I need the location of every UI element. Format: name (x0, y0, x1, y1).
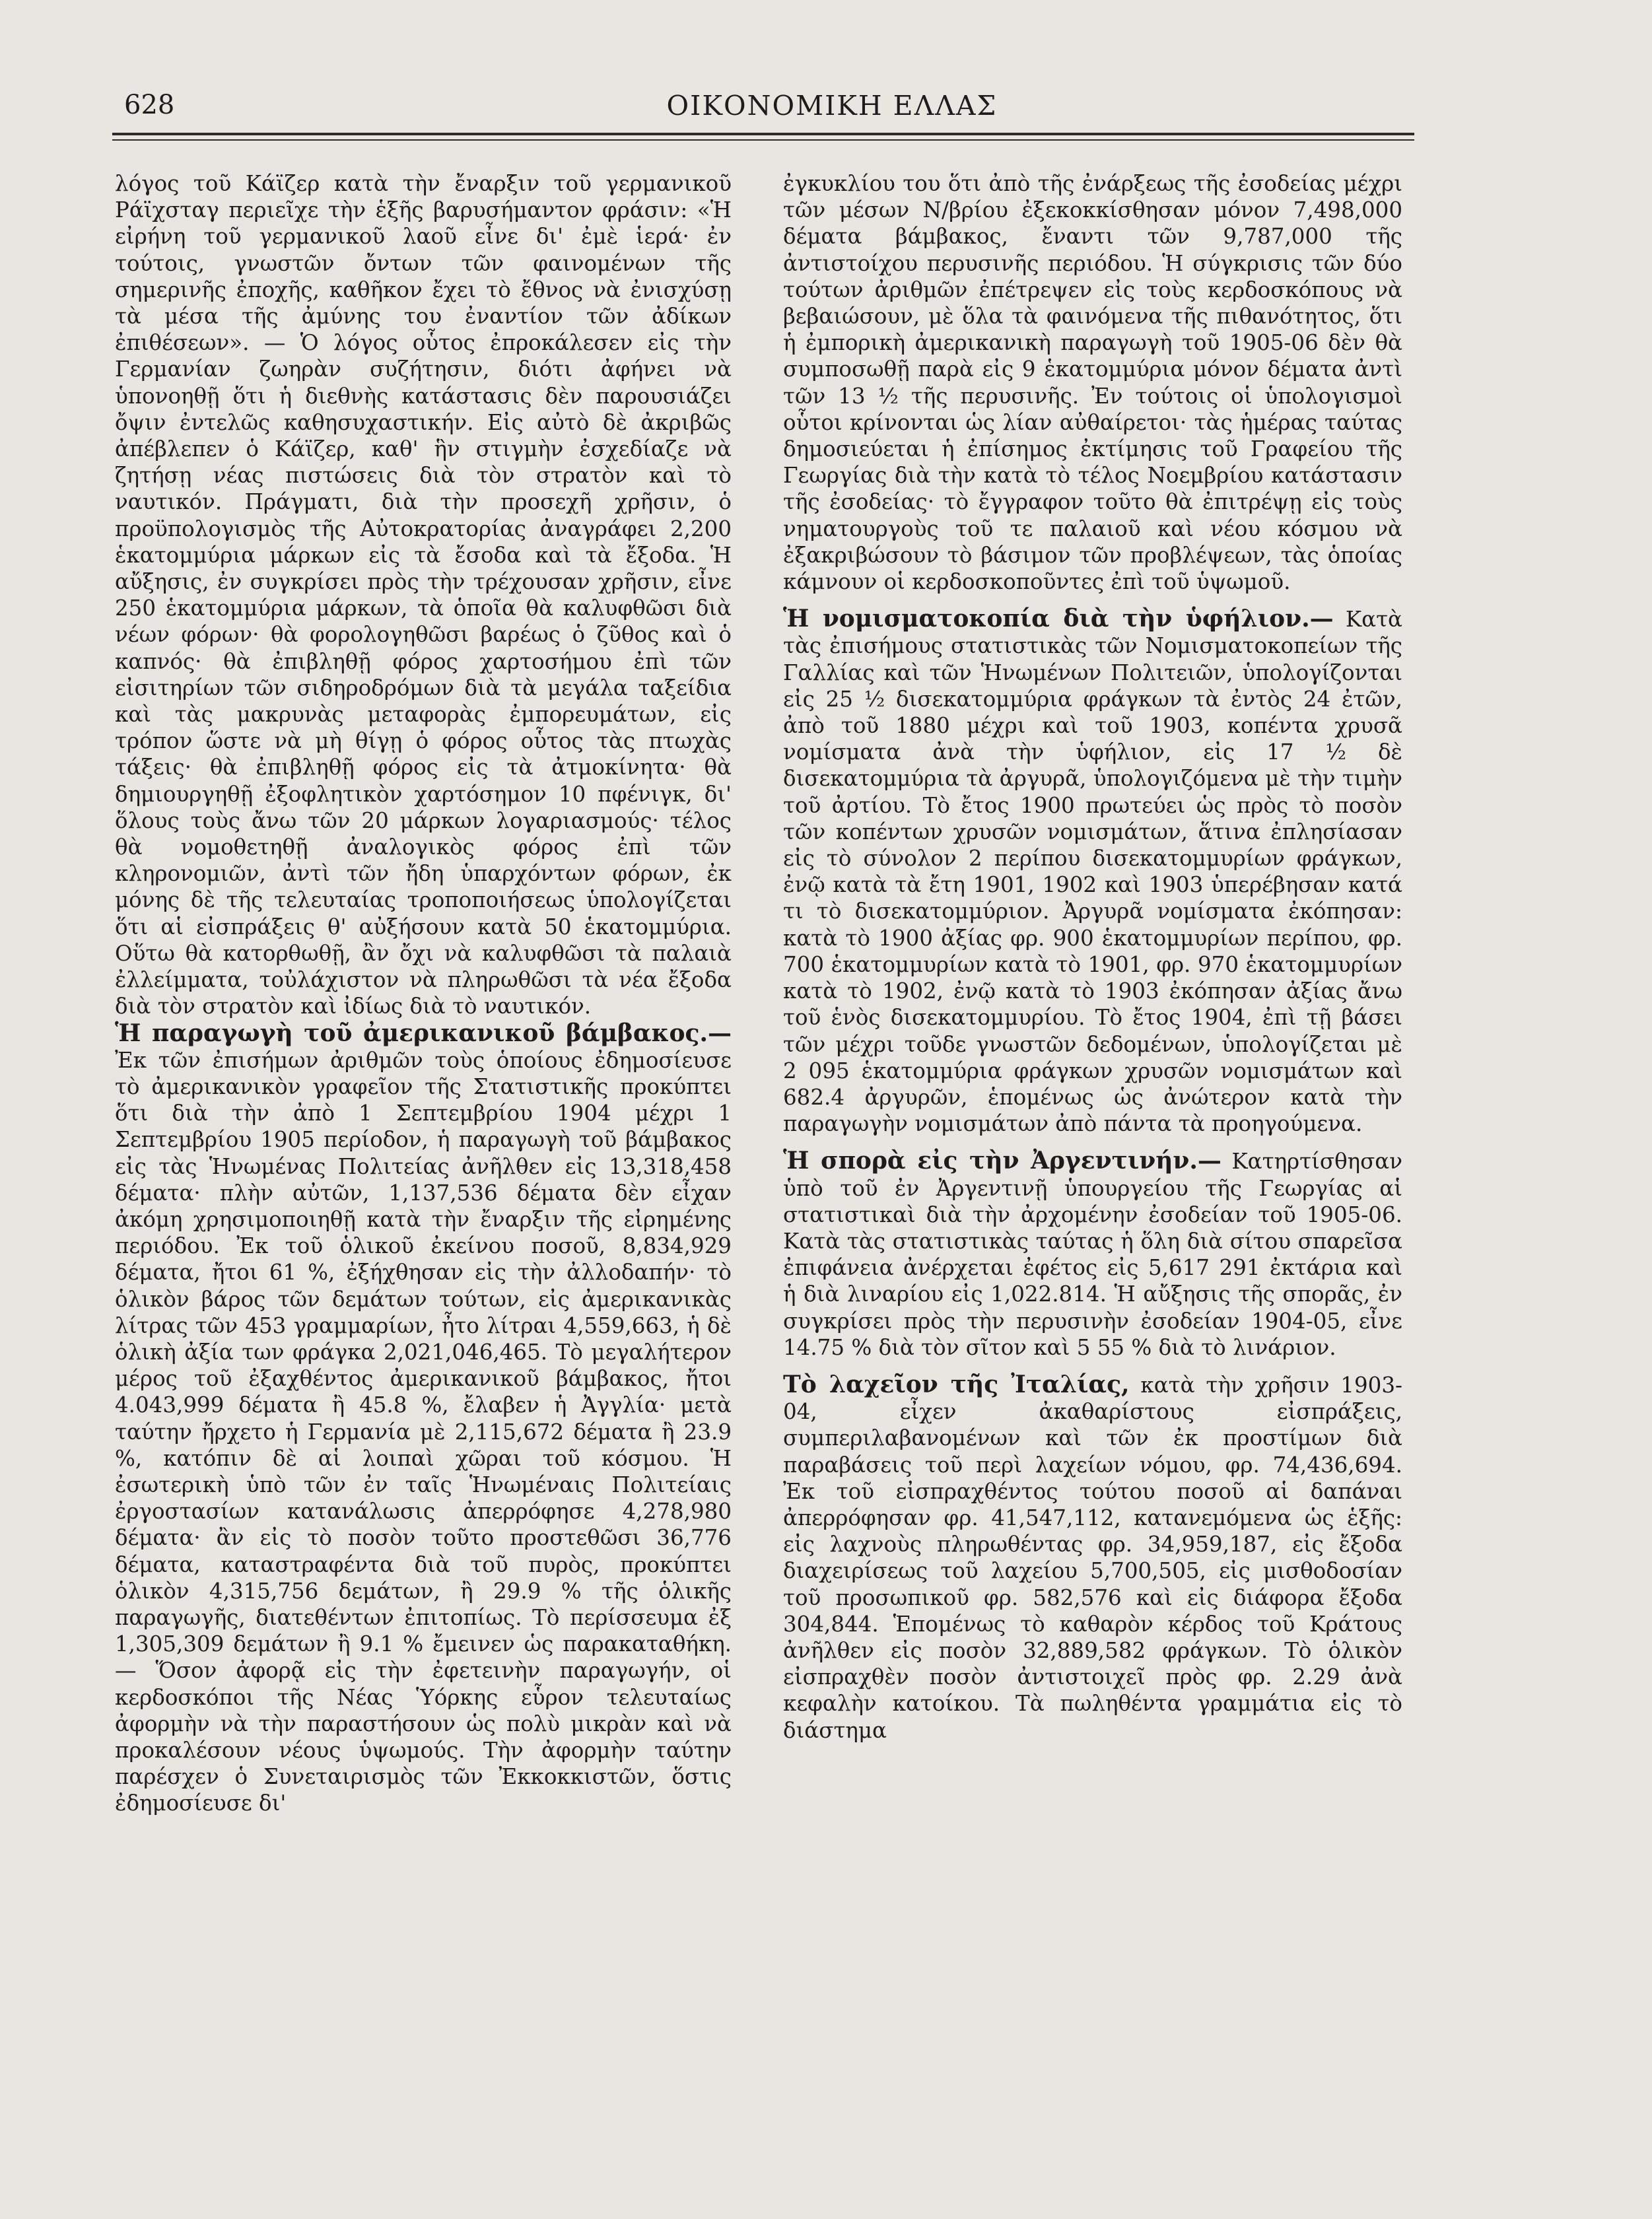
header-rule-thick (112, 133, 1414, 135)
header-rule-thin (112, 139, 1414, 141)
coinage-article (783, 605, 1402, 1137)
argentina-text: Κατηρτίσθησαν ὑπὸ τοῦ ἐν Ἀργεντινῇ ὑπουργείου τῆς Γεωργίας αἱ στατιστικαὶ διὰ τὴν ἀρχομένην ἐσοδείαν τοῦ 1905-06. Κατὰ τὰς στατιστικὰς ταύτας ἡ ὅλη διὰ σίτου σπαρεῖσα ἐπιφάνεια ἀνέρχεται ἐφέτος εἰς 5,617 291 ἐκτάρια καὶ ἡ διὰ λιναρίου εἰς 1,022.814. Ἡ αὔξησις τῆς σπορᾶς, ἐν συγκρίσει πρὸς τὴν περυσινὴν ἐσοδείαν 1904-05, εἶνε 14.75 % διὰ τὸν σῖτον καὶ 5 55 % διὰ τὸ λινάριον. (783, 1149, 1403, 1360)
coinage-text: Κατὰ τὰς ἐπισήμους στατιστικὰς τῶν Νομισματοκοπείων τῆς Γαλλίας καὶ τῶν Ἡνωμένων Πολιτειῶν, ὑπολογίζονται εἰς 25 ½ δισεκατομμύρια φράγκων τὰ ἐντὸς 24 ἐτῶν, ἀπὸ τοῦ 1880 μέχρι καὶ τοῦ 1903, κοπέντα χρυσᾶ νομίσματα ἀνὰ τὴν ὑφήλιον, εἰς 17 ½ δὲ δισεκατομμύρια τὰ ἀργυρᾶ, ὑπολογιζόμενα μὲ τὴν τιμὴν τοῦ ἀρτίου. Τὸ ἔτος 1900 πρωτεύει ὡς πρὸς τὸ ποσὸν τῶν κοπέντων χρυσῶν νομισμάτων, ἅτινα ἐπλησίασαν εἰς τὸ σύνολον 2 περίπου δισεκατομμυρίων φράγκων, ἐνῷ κατὰ τὰ ἔτη 1901, 1902 καὶ 1903 ὑπερέβησαν κατά τι τὸ δισεκατομμύριον. Ἀργυρᾶ νομίσματα ἐκόπησαν: κατὰ τὸ 1900 ἀξίας φρ. 900 ἑκατομμυρίων περίπου, φρ. 700 ἑκατομμυρίων κατὰ τὸ 1901, φρ. 970 ἑκατομμυρίων κατὰ τὸ 1902, ἐνῷ κατὰ τὸ 1903 ἐκόπησαν ἀξίας ἄνω τοῦ ἑνὸς δισεκατομμυρίου. Τὸ ἔτος 1904, ἐπὶ τῇ βάσει τῶν μέχρι τοῦδε γνωστῶν δεδομένων, ὑπολογίζεται μὲ 2 095 ἑκατομμύρια φράγκων χρυσῶν νομισμάτων καὶ 682.4 ἀργυρῶν, ἑπομένως ὡς ἀνώτερον κατὰ τὴν παραγωγὴν νομισμάτων ἀπὸ πάντα τὰ προηγούμενα. (783, 607, 1402, 1137)
right-column (783, 170, 1402, 1744)
cotton-heading: Ἡ παραγωγὴ τοῦ ἀμερικανικοῦ βάμβακος.— (115, 1019, 732, 1047)
cotton-text: Ἐκ τῶν ἐπισήμων ἀριθμῶν τοὺς ὁποίους ἐδημοσίευσε τὸ ἀμερικανικὸν γραφεῖον τῆς Στατιστικῆς προκύπτει ὅτι διὰ τὴν ἀπὸ 1 Σεπτεμβρίου 1904 μέχρι 1 Σεπτεμβρίου 1905 περίοδον, ἡ παραγωγὴ τοῦ βάμβακος εἰς τὰς Ἡνωμένας Πολιτείας ἀνῆλθεν εἰς 13,318,458 δέματα· πλὴν αὐτῶν, 1,137,536 δέματα δὲν εἶχαν ἀκόμη χρησιμοποιηθῇ κατὰ τὴν ἔναρξιν τῆς εἰρημένης περιόδου. Ἐκ τοῦ ὁλικοῦ ἐκείνου ποσοῦ, 8,834,929 δέματα, ἤτοι 61 %, ἐξήχθησαν εἰς τὴν ἀλλοδαπήν· τὸ ὁλικὸν βάρος τῶν δεμάτων τούτων, εἰς ἀμερικανικὰς λίτρας τῶν 453 γραμμαρίων, ἦτο λίτραι 4,559,663, ἡ δὲ ὁλικὴ ἀξία των φράγκα 2,021,046,465. Τὸ μεγαλήτερον μέρος τοῦ ἐξαχθέντος ἀμερικανικοῦ βάμβακος, ἤτοι 4.043,999 δέματα ἢ 45.8 %, ἔλαβεν ἡ Ἀγγλία· μετὰ ταύτην ἤρχετο ἡ Γερμανία μὲ 2,115,672 δέματα ἢ 23.9 %, κατόπιν δὲ αἱ λοιπαὶ χῶραι τοῦ κόσμου. Ἡ ἐσωτερικὴ ὑπὸ τῶν ἐν ταῖς Ἡνωμέναις Πολιτείαις ἐργοστασίων κατανάλωσις ἀπερρόφησε 4,278,980 δέματα· ἂν εἰς τὸ ποσὸν τοῦτο προστεθῶσι 36,776 δέματα, καταστραφέντα διὰ τοῦ πυρὸς, προκύπτει ὁλικὸν 4,315,756 δεμάτων, ἢ 29.9 % τῆς ὁλικῆς παραγωγῆς, διατεθέντων ἐπιτοπίως. Τὸ περίσσευμα ἐξ 1,305,309 δεμάτων ἢ 9.1 % ἔμεινεν ὡς παρακαταθήκη.— Ὅσον ἀφορᾷ εἰς τὴν ἐφετεινὴν παραγωγήν, οἱ κερδοσκόποι τῆς Νέας Ὑόρκης εὗρον τελευταίως ἀφορμὴν νὰ τὴν παραστήσουν ὡς πολὺ μικρὰν καὶ νὰ προκαλέσουν νέους ὑψωμούς. Τὴν ἀφορμὴν ταύτην παρέσχεν ὁ Συνεταιρισμὸς τῶν Ἐκκοκκιστῶν, ὅστις ἐδημοσίευσε δι' (115, 1047, 732, 1816)
lottery-text: κατὰ τὴν χρῆσιν 1903-04, εἶχεν ἀκαθαρίστους εἰσπράξεις, συμπεριλαβανομένων καὶ τῶν ἐκ προστίμων διὰ παραβάσεις τοῦ περὶ λαχείων νόμου, φρ. 74,436,694. Ἐκ τοῦ εἰσπραχθέντος τούτου ποσοῦ αἱ δαπάναι ἀπερρόφησαν φρ. 41,547,112, κατανεμόμενα ὡς ἑξῆς: εἰς λαχνοὺς πληρωθέντας φρ. 34,959,187, εἰς ἔξοδα διαχειρίσεως τοῦ λαχείου 5,700,505, εἰς μισθοδοσίαν τοῦ προσωπικοῦ φρ. 582,576 καὶ εἰς διάφορα ἔξοδα 304,844. Ἑπομένως τὸ καθαρὸν κέρδος τοῦ Κράτους ἀνῆλθεν εἰς ποσὸν 32,889,582 φράγκων. Τὸ ὁλικὸν εἰσπραχθὲν ποσὸν ἀντιστοιχεῖ πρὸς φρ. 2.29 ἀνὰ κεφαλὴν κατοίκου. Τὰ πωληθέντα γραμμάτια εἰς τὸ διάστημα (783, 1372, 1402, 1743)
argentina-heading: Ἡ σπορὰ εἰς τὴν Ἀργεντινήν.— (783, 1147, 1222, 1175)
lottery-article (783, 1371, 1402, 1744)
kaiser-budget-paragraph: λόγος τοῦ Κάϊζερ κατὰ τὴν ἔναρξιν τοῦ γερμανικοῦ Ράϊχσταγ περιεῖχε τὴν ἑξῆς βαρυσήμαντον φράσιν: «Ἡ εἰρήνη τοῦ γερμανικοῦ λαοῦ εἶνε δι' ἐμὲ ἱερά· ἐν τούτοις, γνωστῶν ὄντων τῶν φαινομένων τῆς σημερινῆς ἐποχῆς, καθῆκον ἔχει τὸ ἔθνος νὰ ἐνισχύσῃ τὰ μέσα τῆς ἀμύνης του ἐναντίον τῶν ἀδίκων ἐπιθέσεων». — Ὁ λόγος οὗτος ἐπροκάλεσεν εἰς τὴν Γερμανίαν ζωηρὰν συζήτησιν, διότι ἀφήνει νὰ ὑπονοηθῇ ὅτι ἡ διεθνὴς κατάστασις δὲν παρουσιάζει ὄψιν ἐντελῶς καθησυχαστικήν. Εἰς αὐτὸ δὲ ἀκριβῶς ἀπέβλεπεν ὁ Κάϊζερ, καθ' ἣν στιγμὴν ἐσχεδίαζε νὰ ζητήσῃ νέας πιστώσεις διὰ τὸν στρατὸν καὶ τὸ ναυτικόν. Πράγματι, διὰ τὴν προσεχῆ χρῆσιν, ὁ προϋπολογισμὸς τῆς Αὐτοκρατορίας ἀναγράφει 2,200 ἑκατομμύρια μάρκων εἰς τὰ ἔσοδα καὶ τὰ ἔξοδα. Ἡ αὔξησις, ἐν συγκρίσει πρὸς τὴν τρέχουσαν χρῆσιν, εἶνε 250 ἑκατομμύρια μάρκων, τὰ ὁποῖα θὰ καλυφθῶσι διὰ νέων φόρων· θὰ φορολογηθῶσι βαρέως ὁ ζῦθος καὶ ὁ καπνός· θὰ ἐπιβληθῇ φόρος χαρτοσήμου ἐπὶ τῶν εἰσιτηρίων τῶν σιδηροδρόμων διὰ τὰ μεγάλα ταξείδια καὶ τὰς μακρυνὰς μεταφορὰς ἐμπορευμάτων, εἰς τρόπον ὥστε νὰ μὴ θίγῃ ὁ φόρος οὗτος τὰς πτωχὰς τάξεις· θὰ ἐπιβληθῇ φόρος εἰς τὰ ἀτμοκίνητα· θὰ δημιουργηθῇ ἐξοφλητικὸν χαρτόσημον 10 πφένιγκ, δι' ὅλους τοὺς ἄνω τῶν 20 μάρκων λογαριασμούς· τέλος θὰ νομοθετηθῇ ἀναλογικὸς φόρος ἐπὶ τῶν κληρονομιῶν, ἀντὶ τῶν ἤδη ὑπαρχόντων φόρων, ἐκ μόνης δὲ τῆς τελευταίας τροποποιήσεως ὑπολογίζεται ὅτι αἱ εἰσπράξεις θ' αὐξήσουν κατὰ 50 ἑκατομμύρια. Οὕτω θὰ κατορθωθῇ, ἂν ὄχι νὰ καλυφθῶσι τὰ παλαιὰ ἐλλείμματα, τοὐλάχιστον νὰ πληρωθῶσι τὰ νέα ἔξοδα διὰ τὸν στρατὸν καὶ ἰδίως διὰ τὸ ναυτικόν. (115, 171, 732, 1019)
argentina-article (783, 1147, 1402, 1361)
cotton-continued-paragraph: ἐγκυκλίου του ὅτι ἀπὸ τῆς ἐνάρξεως τῆς ἐσοδείας μέχρι τῶν μέσων Ν/βρίου ἐξεκοκκίσθησαν μόνον 7,498,000 δέματα βάμβακος, ἔναντι τῶν 9,787,000 τῆς ἀντιστοίχου περυσινῆς περιόδου. Ἡ σύγκρισις τῶν δύο τούτων ἀριθμῶν ἐπέτρεψεν εἰς τοὺς κερδοσκόπους νὰ βεβαιώσουν, μὲ ὅλα τὰ φαινόμενα τῆς πιθανότητος, ὅτι ἡ ἐμπορικὴ ἀμερικανικὴ παραγωγὴ τοῦ 1905-06 δὲν θὰ συμποσωθῇ παρὰ εἰς 9 ἑκατομμύρια μόνον δέματα ἀντὶ τῶν 13 ½ τῆς περυσινῆς. Ἐν τούτοις οἱ ὑπολογισμοὶ οὗτοι κρίνονται ὡς λίαν αὐθαίρετοι· τὰς ἡμέρας ταύτας δημοσιεύεται ἡ ἐπίσημος ἐκτίμησις τοῦ Γραφείου τῆς Γεωργίας διὰ τὴν κατὰ τὸ τέλος Νοεμβρίου κατάστασιν τῆς ἐσοδείας· τὸ ἔγγραφον τοῦτο θὰ ἐπιτρέψῃ εἰς τοὺς νηματουργοὺς τοῦ τε παλαιοῦ καὶ νέου κόσμου νὰ ἐξακριβώσουν τὸ βάσιμον τῶν προβλέψεων, τὰς ὁποίας κάμνουν οἱ κερδοσκοποῦντες ἐπὶ τοῦ ὑψωμοῦ. (783, 171, 1402, 595)
running-title: ΟΙΚΟΝΟΜΙΚΗ ΕΛΛΑΣ (666, 90, 998, 121)
lottery-heading: Τὸ λαχεῖον τῆς Ἰταλίας, (783, 1370, 1130, 1398)
page-number: 628 (124, 90, 175, 120)
cotton-article (115, 1020, 732, 1817)
left-column (115, 170, 732, 1817)
coinage-heading: Ἡ νομισματοκοπία διὰ τὴν ὑφήλιον.— (783, 605, 1334, 633)
